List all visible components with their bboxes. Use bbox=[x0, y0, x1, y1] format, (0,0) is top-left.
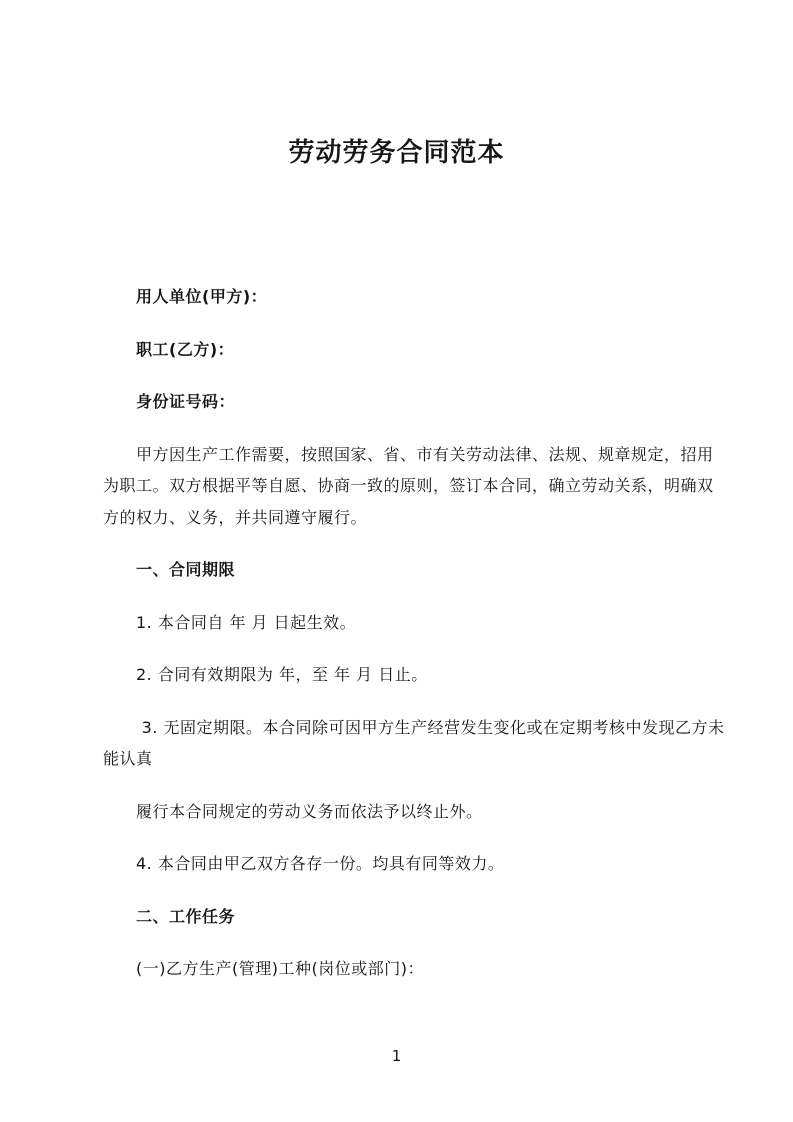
section1-clause-3-line-1: 3. 无固定期限。本合同除可因甲方生产经营发生变化或在定期考核中发现乙方未 bbox=[136, 717, 725, 737]
page-number: 1 bbox=[391, 1047, 402, 1065]
field-id-number: 身份证号码： bbox=[136, 392, 236, 411]
field-employer: 用人单位(甲方)： bbox=[136, 287, 268, 306]
section1-clause-3-line-2: 能认真 bbox=[103, 749, 153, 768]
intro-line-3: 方的权力、义务，并共同遵守履行。 bbox=[103, 507, 368, 527]
intro-paragraph bbox=[103, 439, 725, 534]
section1-clause-2: 2. 合同有效期限为 年，至 年 月 日止。 bbox=[136, 665, 428, 684]
section1-clause-4: 4. 本合同由甲乙双方各存一份。均具有同等效力。 bbox=[136, 854, 505, 873]
section2-clause-1: (一)乙方生产(管理)工种(岗位或部门)： bbox=[136, 959, 424, 978]
field-employee: 职工(乙方)： bbox=[136, 339, 235, 359]
intro-line-1: 甲方因生产工作需要，按照国家、省、市有关劳动法律、法规、规章规定，招用 bbox=[136, 444, 714, 464]
section1-clause-1: 1. 本合同自 年 月 日起生效。 bbox=[136, 612, 357, 632]
intro-line-2: 为职工。双方根据平等自愿、协商一致的原则，签订本合同，确立劳动关系，明确双 bbox=[103, 476, 714, 495]
section1-heading: 一、合同期限 bbox=[136, 560, 236, 579]
section1-clause-3 bbox=[103, 712, 725, 775]
section2-heading: 二、工作任务 bbox=[136, 906, 236, 926]
section1-clause-3-continuation: 履行本合同规定的劳动义务而依法予以终止外。 bbox=[136, 801, 483, 821]
document-title: 劳动劳务合同范本 bbox=[288, 138, 505, 168]
